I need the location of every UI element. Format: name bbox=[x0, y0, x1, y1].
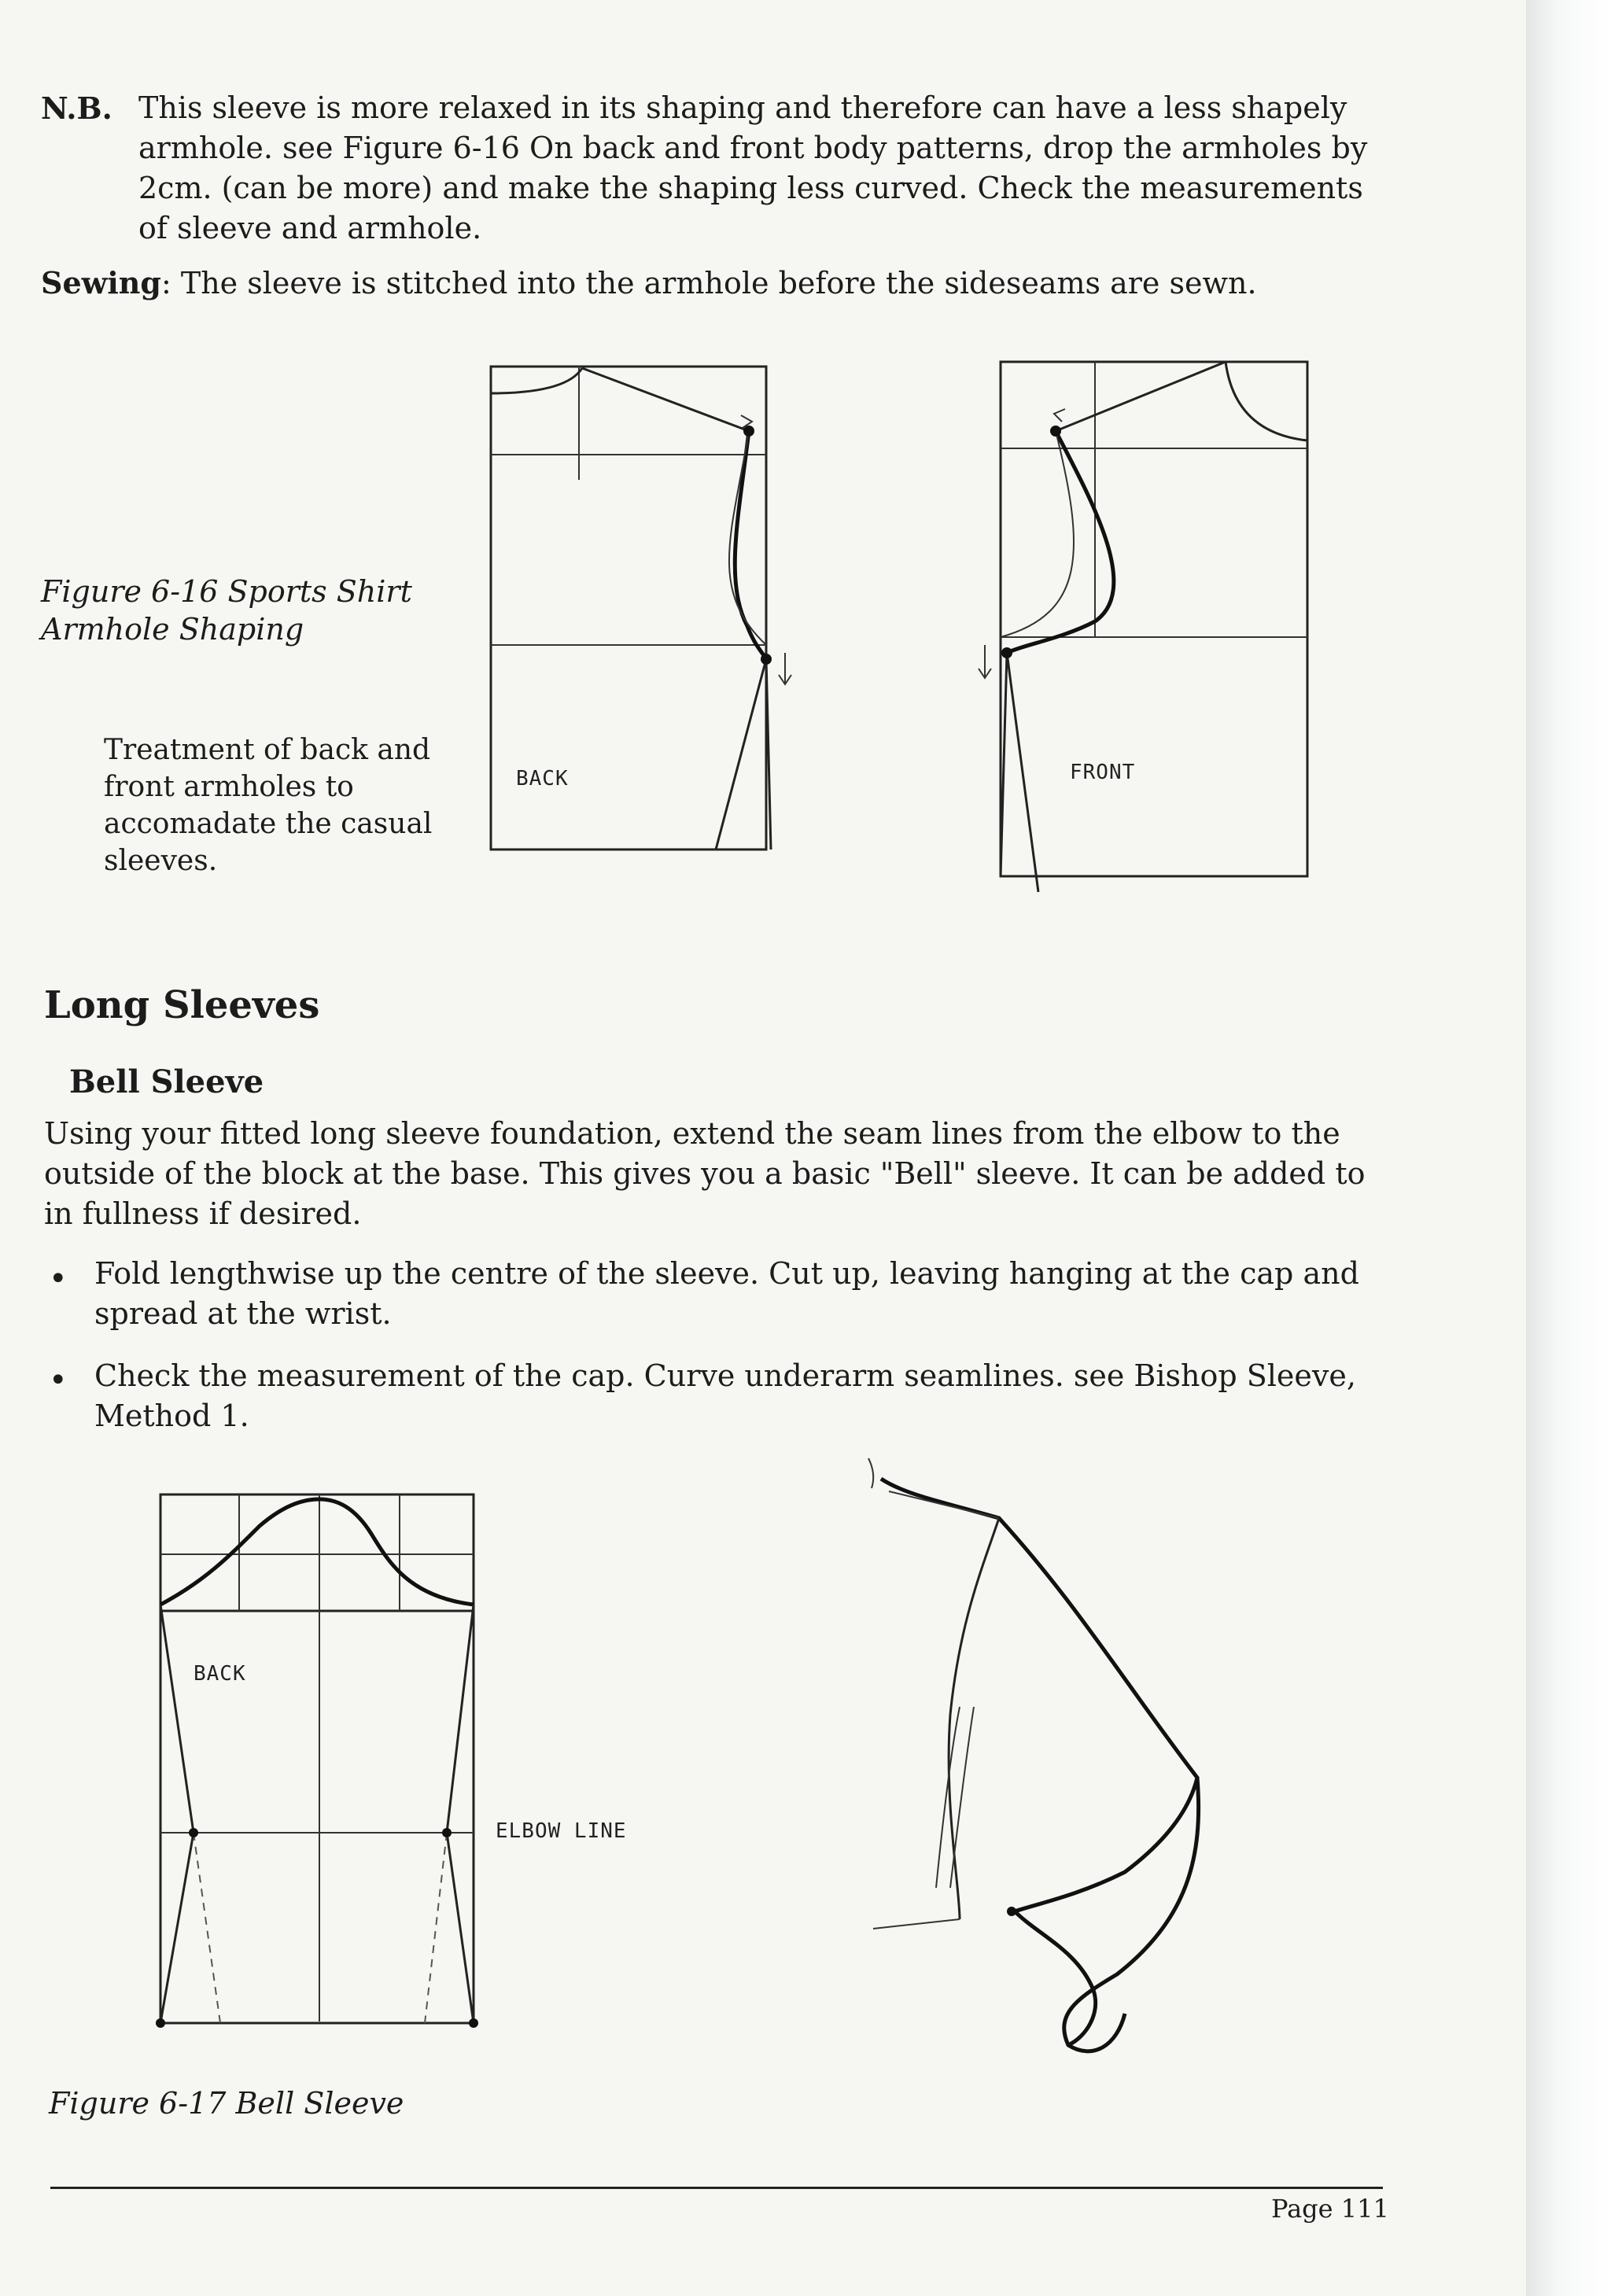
sewing-text: : The sleeve is stitched into the armhole before the sideseams are sewn. bbox=[160, 266, 1257, 300]
section-title: Long Sleeves bbox=[44, 983, 320, 1027]
sewing-label: Sewing bbox=[41, 265, 161, 300]
figure-16-description: Treatment of back and front armholes to accomadate the casual sleeves. bbox=[104, 734, 433, 877]
figure-16-caption: Figure 6-16 Sports Shirt Armhole Shaping bbox=[41, 574, 412, 647]
figure-16-back-label: BACK bbox=[516, 767, 569, 791]
bullet-text-1: Fold lengthwise up the centre of the sleeve. Cut up, leaving hanging at the cap and spread at the wrist. bbox=[94, 1256, 1359, 1331]
figure-16-front-label: FRONT bbox=[1070, 761, 1136, 784]
nb-text: This sleeve is more relaxed in its shaping and therefore can have a less shapely armhole. see Figure 6-16 On back and front body patterns, drop the armholes by 2cm. (can be more) and make the shaping less curved. Check the measurements of sleeve and armhole. bbox=[138, 90, 1368, 245]
figure-17-sleeve-sketch bbox=[857, 1447, 1235, 2061]
figure-16-back-diagram bbox=[472, 354, 802, 905]
bullet-text-2: Check the measurement of the cap. Curve underarm seamlines. see Bishop Sleeve, Method 1. bbox=[94, 1358, 1356, 1433]
page-number: Page 111 bbox=[1271, 2194, 1389, 2224]
nb-label: N.B. bbox=[41, 90, 112, 126]
page-edge bbox=[1526, 0, 1611, 2296]
figure-17-sleeve-block bbox=[149, 1487, 627, 2053]
sewing-note bbox=[41, 263, 1378, 304]
bell-sleeve-paragraph: Using your fitted long sleeve foundation, extend the seam lines from the elbow to the outside of the block at the base. This gives you a basic "Bell" sleeve. It can be added to in fullness if desired. bbox=[44, 1116, 1366, 1231]
bullet-dot-2: • bbox=[49, 1362, 68, 1399]
bullet-dot-1: • bbox=[49, 1261, 68, 1297]
figure-16-front-diagram bbox=[968, 354, 1322, 905]
figure-17-elbow-label: ELBOW LINE bbox=[496, 1819, 627, 1843]
figure-17-caption: Figure 6-17 Bell Sleeve bbox=[49, 2086, 404, 2121]
figure-17-back-label: BACK bbox=[194, 1662, 246, 1686]
footer-rule bbox=[50, 2187, 1383, 2189]
section-subtitle: Bell Sleeve bbox=[69, 1063, 264, 1100]
